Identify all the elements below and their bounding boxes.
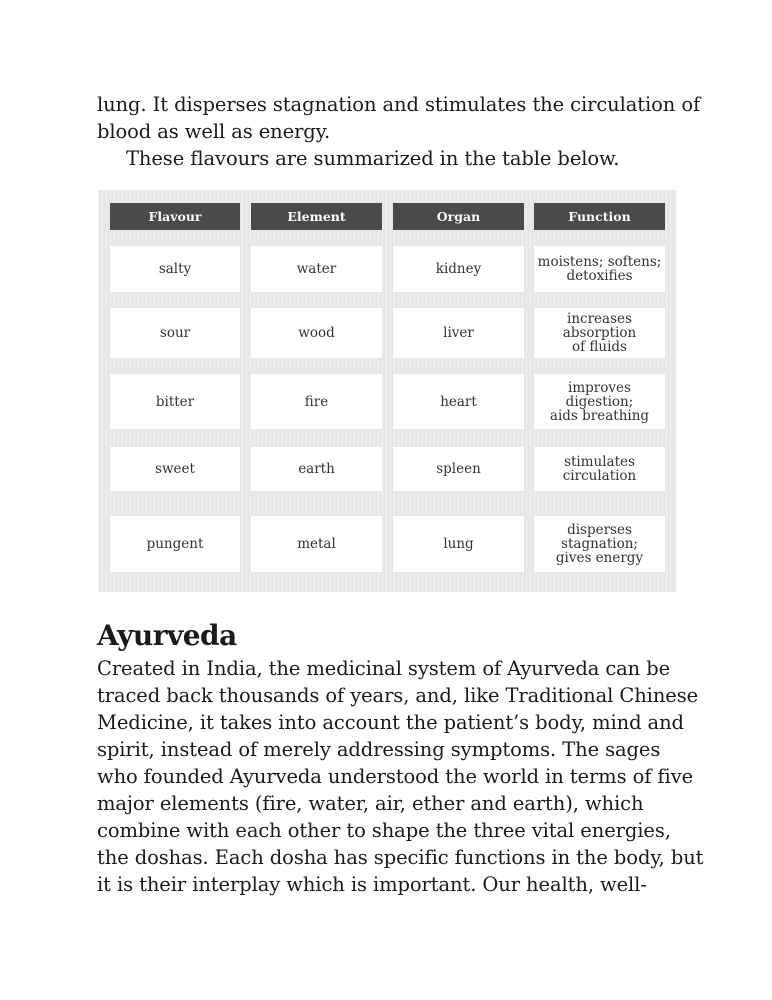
text-line: lung. It disperses stagnation and stimulates the circulation of bbox=[97, 93, 701, 116]
cell-organ: lung bbox=[393, 516, 524, 572]
cell-organ: kidney bbox=[393, 246, 524, 292]
function-line: moistens; softens; bbox=[537, 254, 662, 270]
function-line: stimulates bbox=[564, 454, 635, 470]
text-line: These flavours are summarized in the table below. bbox=[126, 147, 620, 170]
cell-flavour: salty bbox=[110, 246, 240, 292]
section-heading: Ayurveda bbox=[97, 619, 237, 652]
text-line: spirit, instead of merely addressing symptoms. The sages bbox=[97, 738, 661, 761]
text-line: Created in India, the medicinal system of Ayurveda can be bbox=[97, 657, 671, 680]
cell-flavour: sweet bbox=[110, 447, 240, 491]
text-line: combine with each other to shape the three vital energies, bbox=[97, 819, 671, 842]
function-line: detoxifies bbox=[566, 268, 633, 284]
function-line: digestion; bbox=[565, 393, 634, 410]
cell-organ: spleen bbox=[393, 447, 524, 491]
body-paragraph bbox=[97, 655, 704, 898]
cell-element: earth bbox=[251, 447, 382, 491]
header-function: Function bbox=[534, 203, 665, 230]
intro-paragraph bbox=[97, 91, 701, 172]
cell-flavour: pungent bbox=[110, 516, 240, 572]
text-line: it is their interplay which is important. Our health, well- bbox=[97, 873, 647, 896]
cell-function bbox=[534, 447, 665, 491]
function-line: absorption bbox=[562, 325, 637, 341]
cell-flavour: sour bbox=[110, 308, 240, 358]
header-element: Element bbox=[251, 203, 382, 230]
text-line: Medicine, it takes into account the patient’s body, mind and bbox=[97, 711, 684, 734]
text-line: who founded Ayurveda understood the world in terms of five bbox=[97, 765, 694, 788]
cell-organ: liver bbox=[393, 308, 524, 358]
cell-organ: heart bbox=[393, 374, 524, 429]
cell-flavour: bitter bbox=[110, 374, 240, 429]
cell-element: wood bbox=[251, 308, 382, 358]
header-flavour: Flavour bbox=[110, 203, 240, 230]
text-line: the doshas. Each dosha has specific functions in the body, but bbox=[97, 846, 704, 869]
function-line: disperses bbox=[567, 522, 632, 538]
function-line: increases bbox=[567, 311, 632, 327]
function-line: stagnation; bbox=[561, 536, 638, 552]
function-line: improves bbox=[568, 379, 631, 396]
cell-element: metal bbox=[251, 516, 382, 572]
text-line: traced back thousands of years, and, like Traditional Chinese bbox=[97, 684, 699, 707]
header-organ: Organ bbox=[393, 203, 524, 230]
cell-element: fire bbox=[251, 374, 382, 429]
cell-element: water bbox=[251, 246, 382, 292]
cell-function bbox=[534, 516, 665, 572]
function-line: aids breathing bbox=[549, 407, 650, 424]
text-line: major elements (fire, water, air, ether and earth), which bbox=[97, 792, 644, 815]
function-line: of fluids bbox=[571, 339, 627, 355]
function-line: circulation bbox=[562, 468, 637, 484]
cell-function bbox=[534, 374, 665, 429]
function-line: gives energy bbox=[555, 550, 644, 566]
cell-function bbox=[534, 308, 665, 358]
cell-function bbox=[534, 246, 665, 292]
text-line: blood as well as energy. bbox=[97, 120, 331, 143]
flavours-table bbox=[98, 190, 676, 592]
